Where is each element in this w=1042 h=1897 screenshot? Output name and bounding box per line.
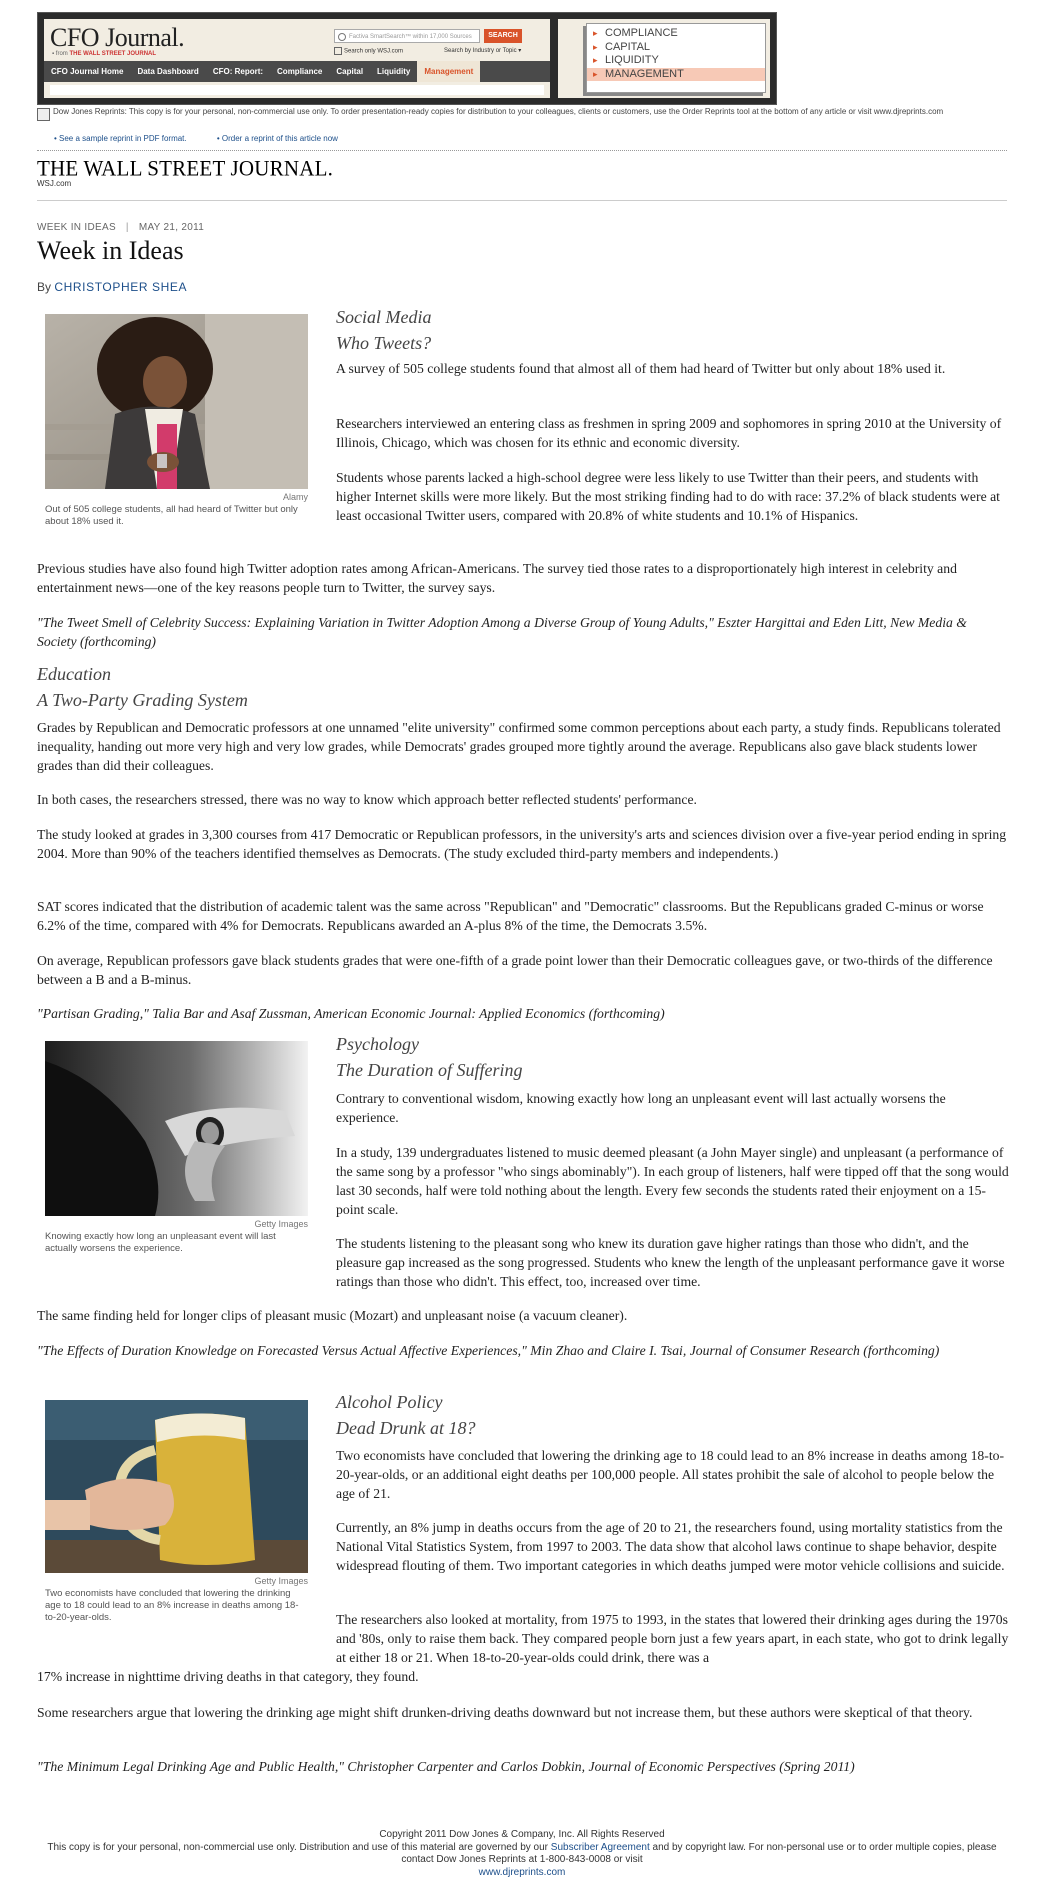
article-date: MAY 21, 2011 <box>138 222 205 233</box>
paragraph: The study looked at grades in 3,300 courses from 417 Democratic or Republican professors, in the university's arts and sciences division over a five-year period ending in spring 2004. More than 90% of the teachers identified themselves as Democrats. (The study excluded third-party members and independents.) <box>37 827 1007 861</box>
section-category: Education <box>37 664 111 684</box>
footer-usage-text-b: and by copyright law. For non-personal use or to order multiple copies, please contact Dow Jones Reprints at 1-800-843-0008 or visit <box>401 1841 997 1865</box>
paragraph: Two economists have concluded that lowering the drinking age to 18 could lead to an 8% increase in deaths among 18-to-20-year-olds, or an additional eight deaths per 100,000 people. All states prohibit the sale of alcohol to people below the age of 21. <box>336 1448 1005 1501</box>
topic-menu <box>586 23 766 93</box>
cfo-banner-right <box>558 19 770 98</box>
section-category: Alcohol Policy <box>336 1392 443 1412</box>
divider <box>37 200 1007 201</box>
page-title: Week in Ideas <box>37 236 184 265</box>
sample-reprint-link[interactable]: • See a sample reprint in PDF format. <box>54 134 187 143</box>
paragraph: Contrary to conventional wisdom, knowing exactly how long an unpleasant event will last actually worsens the experience. <box>336 1091 946 1125</box>
figure-social-media <box>45 314 308 528</box>
section-headline: The Duration of Suffering <box>336 1060 523 1080</box>
section-category: Psychology <box>336 1034 419 1054</box>
search-opt1-label: Search only WSJ.com <box>344 48 404 55</box>
footer-usage-notice <box>37 1842 1007 1867</box>
search-by-industry-dropdown[interactable]: Search by Industry or Topic ▾ <box>444 48 522 54</box>
figure-alcohol-policy <box>45 1400 308 1624</box>
nav-compliance[interactable]: Compliance <box>277 67 323 76</box>
footer-copyright: Copyright 2011 Dow Jones & Company, Inc. All Rights Reserved <box>379 1829 665 1840</box>
footer-usage-text-a: This copy is for your personal, non-commercial use only. Distribution and use of this material are governed by our <box>47 1841 548 1853</box>
paragraph: A survey of 505 college students found that almost all of them had heard of Twitter but only about 18% used it. <box>336 361 946 376</box>
paragraph: In a study, 139 undergraduates listened to music deemed pleasant (a John Mayer single) and unpleasant (a performance of the same song by a professor "who sings abominably"). In each group of listeners, half were tipped off that the song would last 30 seconds, half were told nothing about the length. Every few seconds the students rated their enjoyment on a 15-point scale. <box>336 1145 1009 1217</box>
subscriber-agreement-link[interactable]: Subscriber Agreement <box>550 1841 650 1853</box>
reprint-notice-text: Dow Jones Reprints: This copy is for your personal, non-commercial use only. To order presentation-ready copies for distribution to your colleagues, clients or customers, use the Order Reprints tool at the bottom of any article or visit www.djreprints.com <box>53 107 944 116</box>
nav-management[interactable]: Management <box>417 61 480 82</box>
section-headline: Who Tweets? <box>336 333 432 353</box>
cfo-journal-banner <box>37 12 777 105</box>
photo-caption: Knowing exactly how long an unpleasant event will last actually worsens the experience. <box>45 1231 276 1254</box>
wsj-logo[interactable]: THE WALL STREET JOURNAL. <box>37 155 334 181</box>
photo-man-checking-watch <box>45 1041 308 1216</box>
nav-capital[interactable]: Capital <box>336 67 364 76</box>
search-input[interactable] <box>334 29 480 43</box>
paragraph-continued: 17% increase in nighttime driving deaths in that category, they found. <box>37 1669 419 1684</box>
paragraph: The students listening to the pleasant song who knew its duration gave higher ratings than those who didn't, and the pleasure gap increased as the song progressed. Students who knew the length of the unpleasant performance gave it worse ratings than those who didn't. This effect, too, increased over time. <box>336 1236 1005 1289</box>
cfo-nav-bar <box>44 61 550 82</box>
reprint-notice <box>37 107 1017 117</box>
paragraph: SAT scores indicated that the distribution of academic talent was the same across "Republican" and "Democratic" classrooms. But the Republicans graded C-minus or worse 6.2% of the time, compared with 4% for Democrats. Republicans awarded an A-plus 8% of the time, the Democrats 3.5%. <box>37 899 984 933</box>
reprint-icon <box>37 108 50 121</box>
paragraph: Currently, an 8% jump in deaths occurs from the age of 20 to 21, the researchers found, using mortality statistics from the National Vital Statistics System, from 1997 to 2003. The data show that alcohol laws continue to shape behavior, despite widespread flouting of them. Two important categories in which deaths jumped were motor vehicle collisions and suicide. <box>336 1520 1005 1573</box>
photo-woman-texting <box>45 314 308 489</box>
cfo-tagline <box>52 51 156 57</box>
paragraph: In both cases, the researchers stressed, there was no way to know which approach better reflected students' performance. <box>37 792 697 807</box>
citation: "The Tweet Smell of Celebrity Success: Explaining Variation in Twitter Adoption Among a Diverse Group of Young Adults," Eszter Hargittai and Eden Litt, New Media & Society (forthcoming) <box>37 615 967 649</box>
article-kicker: WEEK IN IDEAS | MAY 21, 2011 <box>37 222 205 233</box>
paragraph: Previous studies have also found high Twitter adoption rates among African-Americans. The survey tied those rates to a disproportionately high interest in celebrity and entertainment news—one of the key reasons people turn to Twitter, the survey says. <box>37 561 957 595</box>
search-button[interactable]: SEARCH <box>484 29 522 43</box>
nav-data-dashboard[interactable]: Data Dashboard <box>137 67 199 76</box>
search-only-wsj-checkbox[interactable] <box>334 47 403 55</box>
nav-liquidity[interactable]: Liquidity <box>377 67 411 76</box>
citation: "The Effects of Duration Knowledge on Forecasted Versus Actual Affective Experiences," Min Zhao and Claire I. Tsai, Journal of Consumer Research (forthcoming) <box>37 1343 940 1358</box>
photo-credit: Alamy <box>282 492 308 502</box>
nav-cfo-journal-home[interactable]: CFO Journal Home <box>51 67 124 76</box>
paragraph: Researchers interviewed an entering class as freshmen in spring 2009 and sophomores in spring 2010 at the University of Illinois, Chicago, which was chosen for its ethnic and economic diversity. <box>336 416 1002 450</box>
section-headline: A Two-Party Grading System <box>37 690 248 710</box>
topic-liquidity[interactable]: ▸ LIQUIDITY <box>587 54 765 68</box>
cfo-tag-source: THE WALL STREET JOURNAL <box>69 51 157 57</box>
paragraph: Grades by Republican and Democratic professors at one unnamed "elite university" confirmed some common perceptions about each party, a study finds. Republicans tolerated inequality, handing out more very high and very low grades, while Democrats' grades grouped more tightly around the average. Republicans also gave black students lower grades than did their colleagues. <box>37 720 1001 773</box>
photo-caption: Two economists have concluded that lowering the drinking age to 18 could lead to an 8% increase in deaths among 18-to-20-year-olds. <box>45 1588 299 1623</box>
woman-texting-image <box>45 314 308 489</box>
djreprints-link[interactable]: www.djreprints.com <box>478 1866 566 1878</box>
byline-by: By <box>37 280 52 294</box>
paragraph: The researchers also looked at mortality, from 1975 to 1993, in the states that lowered their drinking ages during the 1970s and '80s, only to raise them back. They compared people born just a few years apart, in each state, who got to drink legally at either 18 or 21. When 18-to-20-year-olds could drink, there was a <box>336 1612 1009 1665</box>
search-placeholder: Factiva SmartSearch™ within 17,000 Sources <box>349 34 472 40</box>
watch-image <box>45 1041 308 1216</box>
topic-capital[interactable]: ▸ CAPITAL <box>587 41 765 55</box>
nav-cfo-report[interactable]: CFO: Report: <box>212 67 264 76</box>
citation: "The Minimum Legal Drinking Age and Public Health," Christopher Carpenter and Carlos Dobkin, Journal of Economic Perspectives (Spring 2011) <box>37 1759 855 1774</box>
divider <box>37 150 1007 151</box>
topic-compliance[interactable]: ▸ COMPLIANCE <box>587 27 765 41</box>
section-category: Social Media <box>336 307 432 327</box>
wsj-com-label: WSJ.com <box>37 179 72 188</box>
photo-credit: Getty Images <box>254 1576 308 1586</box>
photo-caption: Out of 505 college students, all had heard of Twitter but only about 18% used it. <box>45 504 298 527</box>
topic-management[interactable]: ▸ MANAGEMENT <box>587 68 765 82</box>
photo-credit: Getty Images <box>254 1219 308 1229</box>
beer-mug-image <box>45 1400 308 1573</box>
checkbox-icon <box>334 47 342 55</box>
byline <box>37 280 187 294</box>
citation: "Partisan Grading," Talia Bar and Asaf Zussman, American Economic Journal: Applied Economics (forthcoming) <box>37 1006 665 1021</box>
reprint-links <box>54 134 366 143</box>
paragraph: On average, Republican professors gave black students grades that were one-fifth of a grade point lower than their Democratic colleagues gave, or two-thirds of the difference between a B and a B-minus. <box>37 953 993 987</box>
paragraph: The same finding held for longer clips of pleasant music (Mozart) and unpleasant noise (a vacuum cleaner). <box>37 1308 628 1323</box>
section-headline: Dead Drunk at 18? <box>336 1418 476 1438</box>
author-link[interactable]: CHRISTOPHER SHEA <box>54 280 188 294</box>
order-reprint-link[interactable]: • Order a reprint of this article now <box>216 134 338 143</box>
cfo-journal-logo[interactable]: CFO Journal. <box>50 23 185 52</box>
photo-beer-mug <box>45 1400 308 1573</box>
paragraph: Some researchers argue that lowering the drinking age might shift drunken-driving deaths downward but not increase them, but these authors were skeptical of that theory. <box>37 1705 973 1720</box>
cfo-tag-prefix: ▪ from <box>52 51 68 57</box>
figure-psychology <box>45 1041 308 1255</box>
cfo-banner-left <box>44 19 550 98</box>
cfo-subnav-strip <box>50 85 544 95</box>
footer <box>37 1829 1007 1879</box>
paragraph: Students whose parents lacked a high-school degree were less likely to use Twitter than their peers, and students with higher Internet skills were more likely. But the most striking finding had to do with race: 37.2% of black students were at least occasional Twitter users, compared with 20.8% of white students and 10.1% of Hispanics. <box>336 470 1000 523</box>
search-icon <box>338 33 346 41</box>
kicker-section[interactable]: WEEK IN IDEAS <box>37 222 116 233</box>
